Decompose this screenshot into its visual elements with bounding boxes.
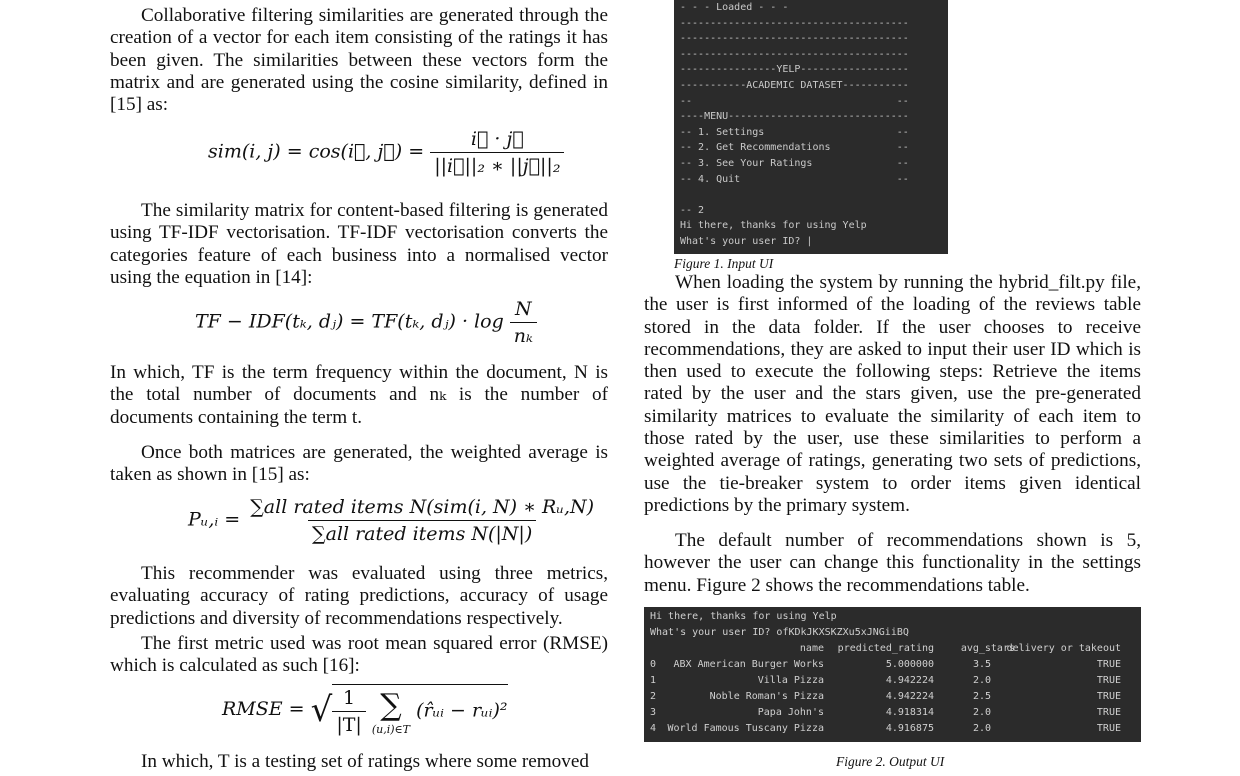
input-ui-terminal: [674, 0, 948, 254]
row-delivery: TRUE: [1096, 707, 1121, 718]
terminal-line: -- 4. Quit --: [680, 173, 909, 185]
paragraph-tfidf: The similarity matrix for content-based filtering is generated using TF-IDF vectorisation. TF-IDF vectorisation converts the categories feature of each business into a normalised vector using the equation in [14]:: [110, 200, 608, 288]
row-predicted-rating: 4.942224: [885, 691, 934, 702]
output-ui-terminal: [644, 607, 1141, 742]
paragraph-weighted-average: Once both matrices are generated, the weighted average is taken as shown in [15] as:: [110, 442, 608, 486]
terminal-line: -- 2: [680, 204, 705, 216]
terminal-line: -- 2. Get Recommendations --: [680, 142, 909, 154]
equation-lhs: Pᵤ,ᵢ =: [188, 508, 241, 531]
row-name: Villa Pizza: [757, 675, 824, 686]
equation-denominator: nₖ: [510, 322, 537, 347]
row-delivery: TRUE: [1096, 659, 1121, 670]
paragraph-rmse: The first metric used was root mean squared error (RMSE) which is calculated as such [16]:: [110, 633, 608, 677]
equation-lhs: TF − IDF(tₖ, dⱼ) = TF(tₖ, dⱼ) · log: [195, 310, 504, 333]
paragraph-tfidf-definitions: In which, TF is the term frequency within the document, N is the total number of documents and nₖ is the number of documents containing the term t.: [110, 362, 608, 428]
terminal-line: -- --: [680, 95, 909, 107]
equation-fraction: [430, 128, 564, 177]
row-avg-stars: 3.5: [972, 659, 991, 670]
row-index: 3: [650, 707, 657, 718]
equation-numerator: 1: [343, 687, 356, 709]
table-row: [644, 721, 1141, 737]
table-row: [644, 689, 1141, 705]
row-index: 4: [650, 723, 657, 734]
terminal-line: --------------------------------------: [680, 48, 909, 60]
terminal-line: -- 1. Settings --: [680, 126, 909, 138]
terminal-line: --------------------------------------: [680, 17, 909, 29]
equation-cosine-similarity: [208, 128, 564, 177]
equation-weighted-average: [188, 496, 598, 545]
equation-numerator: ∑all rated items N(sim(i, N) ∗ Rᵤ,N): [250, 496, 595, 518]
table-row: [644, 673, 1141, 689]
row-predicted-rating: 4.942224: [885, 675, 934, 686]
terminal-line: - - - Loaded - - -: [680, 2, 789, 13]
header-avg-stars: avg_stars: [960, 643, 1015, 654]
row-name: World Famous Tuscany Pizza: [667, 723, 824, 734]
terminal-user-prompt: What's your user ID? ofKDkJKXSKZXu5xJNGiiBQ: [650, 627, 909, 638]
equation-fraction: [246, 496, 598, 545]
equation-rmse: [222, 684, 508, 736]
terminal-line: Hi there, thanks for using Yelp: [680, 220, 867, 232]
row-predicted-rating: 5.000000: [885, 659, 934, 670]
row-name: Noble Roman's Pizza: [709, 691, 824, 702]
terminal-line: ----------------YELP------------------: [680, 64, 909, 76]
terminal-line: --------------------------------------: [680, 33, 909, 45]
row-delivery: TRUE: [1096, 675, 1121, 686]
equation-fraction: [510, 298, 537, 347]
row-index: 1: [650, 675, 657, 686]
table-header-row: [644, 641, 1141, 657]
row-name: ABX American Burger Works: [673, 659, 824, 670]
terminal-line: -----------ACADEMIC DATASET-----------: [680, 79, 909, 91]
summation: [372, 688, 410, 736]
terminal-greeting: Hi there, thanks for using Yelp: [650, 611, 837, 622]
equation-tfidf: [195, 298, 537, 347]
summation-subscript: (u,i)∈T: [371, 722, 411, 736]
row-name: Papa John's: [757, 707, 824, 718]
figure-2-caption: Figure 2. Output UI: [836, 754, 945, 769]
equation-denominator: ||i⃗||₂ ∗ ||j⃗||₂: [430, 152, 564, 177]
terminal-line: What's your user ID? |: [680, 235, 813, 247]
paragraph-system-loading: When loading the system by running the hybrid_filt.py file, the user is first informed of the loading of the reviews table stored in the data folder. If the user chooses to receive recommendations, they are asked to input their user ID which is then used to execute the following steps: Retrieve the items rated by the user and the stars given, use the pre-generated similarity matrices to evaluate the similarity of each item to those rated by the user, use these similarities to perform a weighted average of ratings, generating two sets of predictions, use the tie-breaker system to order items given identical predictions by the primary system.: [644, 272, 1141, 516]
row-avg-stars: 2.0: [972, 707, 991, 718]
equation-numerator: N: [515, 298, 532, 320]
row-delivery: TRUE: [1096, 691, 1121, 702]
row-avg-stars: 2.5: [972, 691, 991, 702]
sigma-symbol: ∑: [380, 687, 402, 723]
row-index: 0: [650, 659, 657, 670]
terminal-line: ----MENU------------------------------: [680, 111, 909, 123]
paragraph-default-recommendations: The default number of recommendations shown is 5, however the user can change this functionality in the settings menu. Figure 2 shows the recommendations table.: [644, 530, 1141, 596]
row-index: 2: [650, 691, 657, 702]
sqrt-body: [332, 684, 507, 736]
sqrt-symbol: √: [310, 690, 333, 730]
equation-numerator: i⃗ · j⃗: [470, 128, 524, 150]
equation-fraction: [332, 687, 365, 736]
row-predicted-rating: 4.916875: [885, 723, 934, 734]
header-name: name: [799, 643, 824, 654]
table-row: [644, 705, 1141, 721]
paragraph-testing-set: In which, T is a testing set of ratings where some removed: [141, 751, 589, 772]
header-delivery: delivery or takeout: [1006, 643, 1121, 654]
equation-denominator: ∑all rated items N(|N|): [308, 520, 536, 545]
figure-1-caption: Figure 1. Input UI: [674, 256, 774, 271]
table-row: [644, 657, 1141, 673]
paragraph-evaluation-metrics: This recommender was evaluated using three metrics, evaluating accuracy of rating predictions, accuracy of usage predictions and diversity of recommendations respectively.: [110, 563, 608, 629]
row-avg-stars: 2.0: [972, 723, 991, 734]
equation-term: (r̂ᵤᵢ − rᵤᵢ)²: [416, 699, 508, 722]
terminal-line: [680, 187, 942, 203]
terminal-line: -- 3. See Your Ratings --: [680, 157, 909, 169]
paragraph-collaborative-filtering: Collaborative filtering similarities are generated through the creation of a vector for each item consisting of the ratings it has been given. The similarities between these vectors form the matrix and are generated using the cosine similarity, defined in [15] as:: [110, 5, 608, 116]
row-delivery: TRUE: [1096, 723, 1121, 734]
equation-lhs: sim(i, j) = cos(i⃗, j⃗) =: [208, 140, 425, 163]
row-avg-stars: 2.0: [972, 675, 991, 686]
row-predicted-rating: 4.918314: [885, 707, 934, 718]
equation-denominator: |T|: [332, 711, 365, 736]
equation-lhs: RMSE =: [222, 698, 305, 720]
header-predicted-rating: predicted_rating: [837, 643, 934, 654]
